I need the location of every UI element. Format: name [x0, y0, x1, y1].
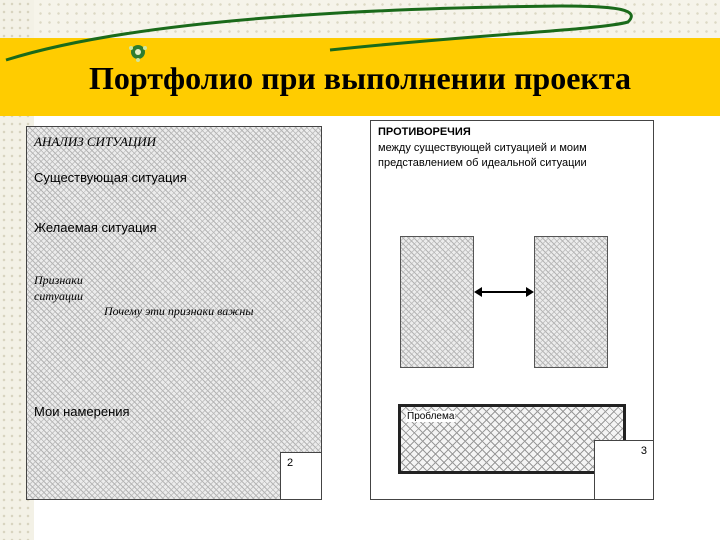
page-number-box-2	[280, 452, 322, 500]
ideal-situation-block	[534, 236, 608, 368]
situation-signs-label: Признаки ситуации	[34, 273, 84, 303]
why-signs-important-label: Почему эти признаки важны	[104, 304, 254, 318]
problem-label: Проблема	[407, 411, 455, 422]
existing-situation-block	[400, 236, 474, 368]
double-arrow-icon	[474, 284, 534, 300]
page-number-2: 2	[287, 457, 294, 469]
existing-situation-label: Существующая ситуация	[34, 170, 187, 185]
desired-situation-label: Желаемая ситуация	[34, 220, 157, 235]
page-title: Портфолио при выполнении проекта	[89, 60, 631, 96]
page-number-box-3	[594, 440, 654, 500]
page-number-3: 3	[640, 445, 647, 457]
my-intentions-label: Мои намерения	[34, 404, 130, 419]
contradictions-heading: ПРОТИВОРЕЧИЯ	[378, 126, 471, 138]
situation-analysis-heading: АНАЛИЗ СИТУАЦИИ	[34, 134, 157, 149]
contradictions-subheading: между существующей ситуацией и моим представлением об идеальной ситуации	[378, 142, 587, 169]
